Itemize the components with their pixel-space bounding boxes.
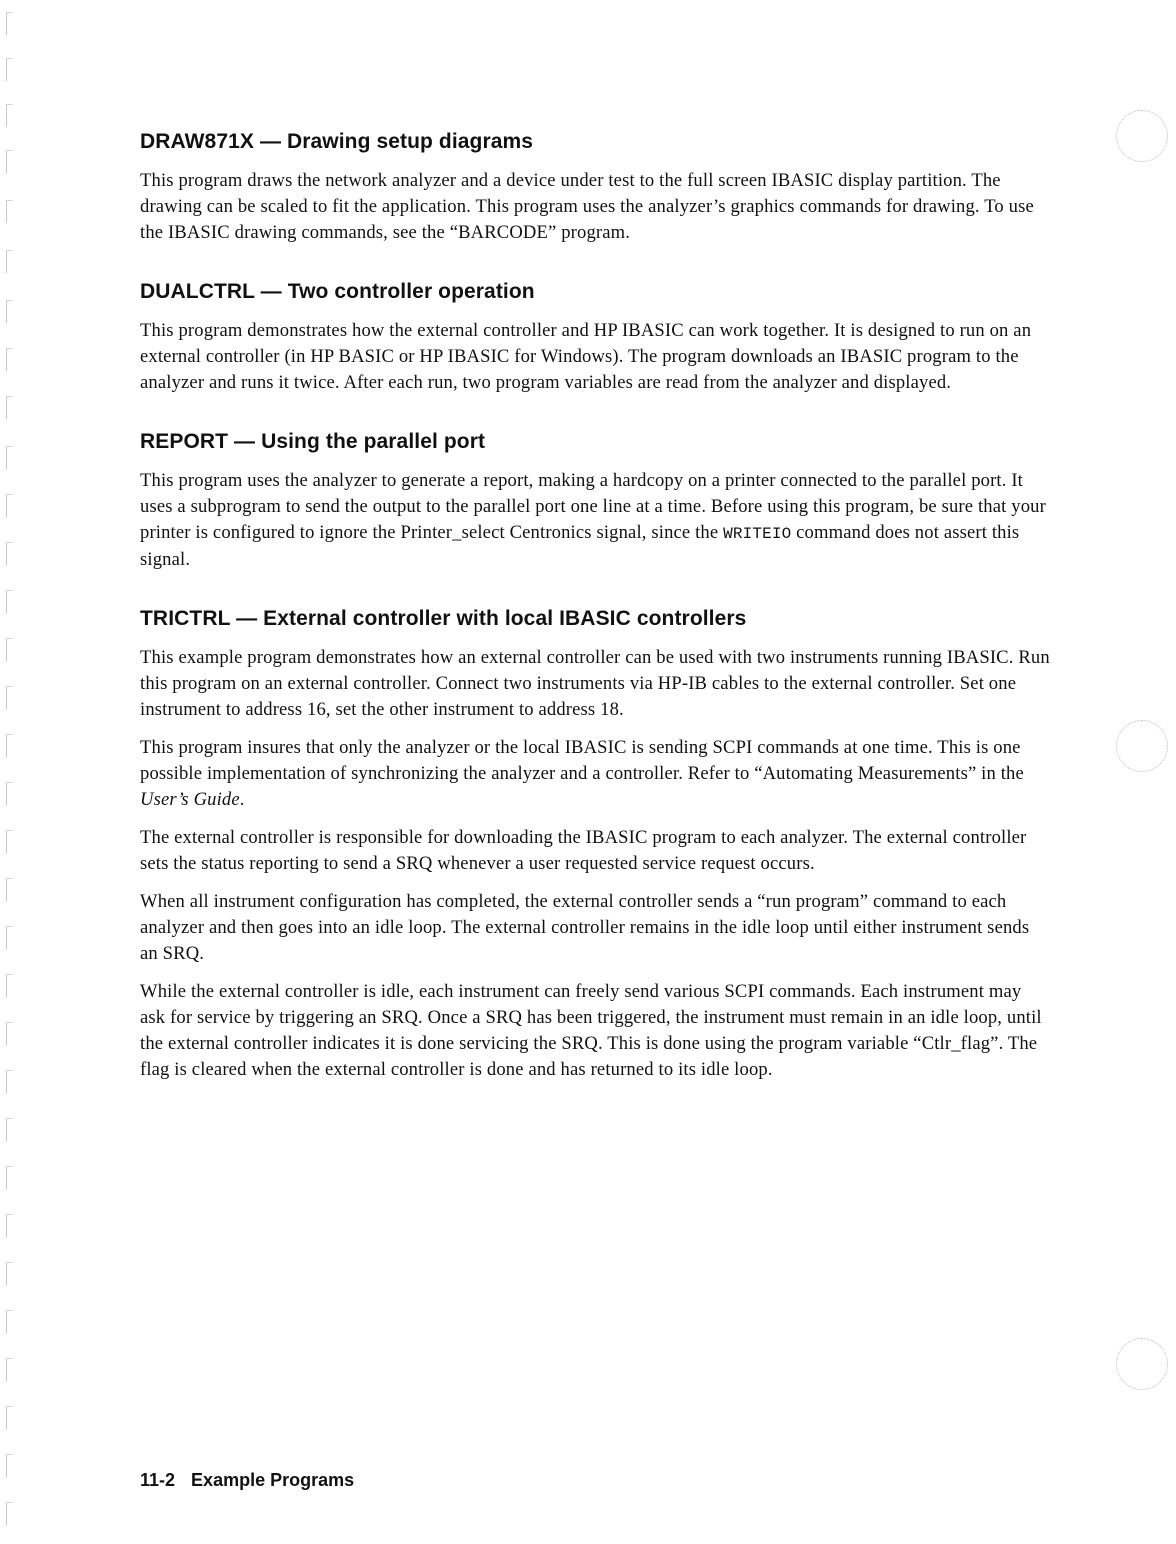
section-heading: TRICTRL — External controller with local IBASIC controllers xyxy=(140,607,747,630)
section-dualctrl xyxy=(140,280,1050,396)
page-footer xyxy=(140,1470,354,1491)
code-keyword: WRITEIO xyxy=(723,525,792,543)
paragraph-text: This program uses the analyzer to generate a report, making a hardcopy on a printer connected to the parallel port. It uses a subprogram to send the output to the parallel port one line at a time. Before using this program, be sure that your printer is configured to ignore the Printer_select Centronics signal, since the xyxy=(140,470,1046,543)
paragraph-text: This program insures that only the analyzer or the local IBASIC is sending SCPI commands at one time. This is one possible implementation of synchronizing the analyzer and a controller. Refer to “Automating Measurements” in the xyxy=(140,737,1024,784)
chapter-title: Example Programs xyxy=(191,1470,355,1490)
section-paragraph: While the external controller is idle, each instrument can freely send various SCPI commands. Each instrument may ask for service by triggering an SRQ. Once a SRQ has been triggered, the instrument must remain in an idle loop, until the external controller indicates it is done servicing the SRQ. This is done using the program variable “Ctlr_flag”. The flag is cleared when the external controller is done and has returned to its idle loop. xyxy=(140,981,1042,1080)
page-number: 11-2 xyxy=(140,1470,176,1490)
section-paragraph xyxy=(140,468,1050,573)
punch-hole-middle xyxy=(1116,720,1168,772)
section-draw871x xyxy=(140,130,1050,246)
section-paragraph xyxy=(140,735,1050,813)
section-paragraph: When all instrument configuration has completed, the external controller sends a “run program” command to each analyzer and then goes into an idle loop. The external controller remains in the idle loop until either instrument sends an SRQ. xyxy=(140,891,1030,964)
section-heading: DUALCTRL — Two controller operation xyxy=(140,280,535,303)
punch-hole-top xyxy=(1116,110,1168,162)
section-report xyxy=(140,430,1050,573)
paragraph-text: command does not assert this signal. xyxy=(140,522,1020,570)
section-paragraph: The external controller is responsible for downloading the IBASIC program to each analyzer. The external controller sets the status reporting to send a SRQ whenever a user requested service request occurs. xyxy=(140,827,1027,874)
book-title: User’s Guide xyxy=(140,789,240,810)
section-heading: DRAW871X — Drawing setup diagrams xyxy=(140,130,534,153)
section-heading: REPORT — Using the parallel port xyxy=(140,430,486,453)
punch-hole-bottom xyxy=(1116,1338,1168,1390)
section-paragraph: This program demonstrates how the external controller and HP IBASIC can work together. It is designed to run on an external controller (in HP BASIC or HP IBASIC for Windows). The program downloads an IBASIC program to the analyzer and runs it twice. After each run, two program variables are read from the analyzer and displayed. xyxy=(140,320,1032,393)
paragraph-text: . xyxy=(239,789,245,810)
section-paragraph: This example program demonstrates how an external controller can be used with two instruments running IBASIC. Run this program on an external controller. Connect two instruments via HP-IB cables to the external controller. Set one instrument to address 16, set the other instrument to address 18. xyxy=(140,647,1050,720)
binding-marks xyxy=(6,0,20,1544)
section-trictrl xyxy=(140,607,1050,1083)
section-paragraph: This program draws the network analyzer and a device under test to the full screen IBASIC display partition. The drawing can be scaled to fit the application. This program uses the analyzer’s graphics commands for drawing. To use the IBASIC drawing commands, see the “BARCODE” program. xyxy=(140,170,1034,243)
main-content xyxy=(140,130,1050,1117)
